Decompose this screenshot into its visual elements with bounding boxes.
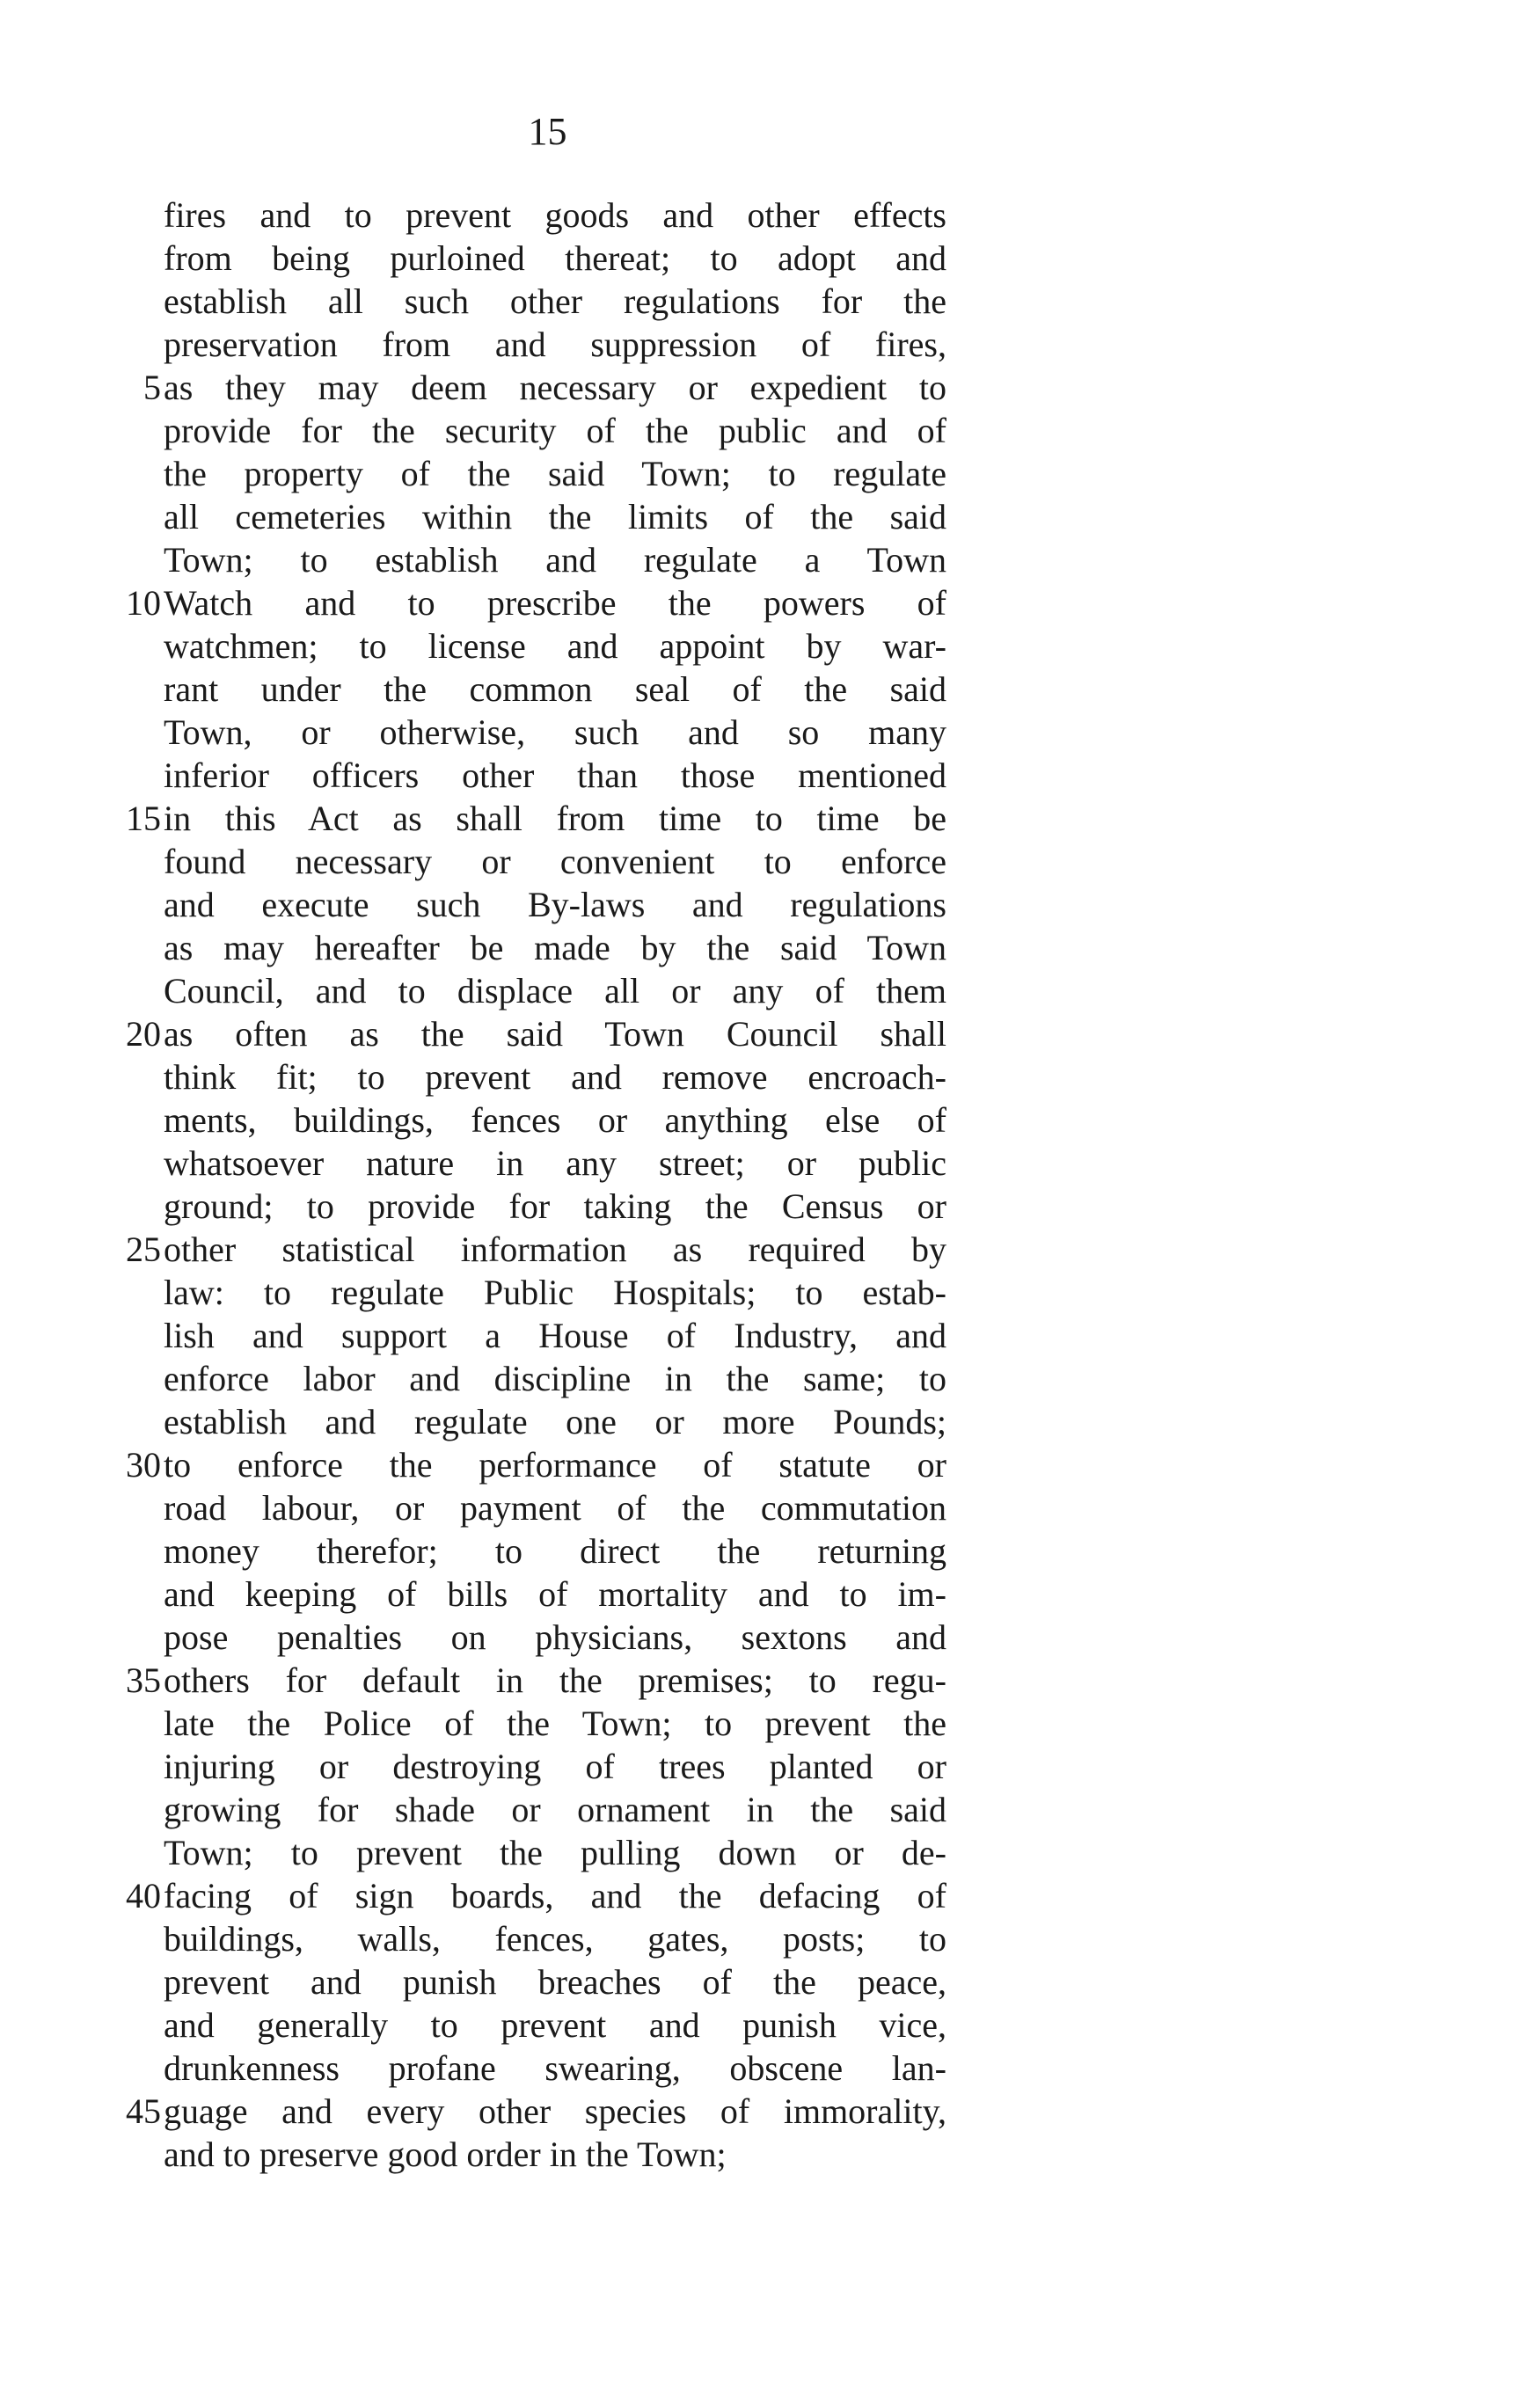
line-text: inferior officers other than those mentioned	[164, 755, 946, 795]
text-line	[0, 581, 1520, 624]
text-line	[0, 1314, 1520, 1357]
line-text: Watch and to prescribe the powers of	[164, 583, 946, 623]
line-text: as they may deem necessary or expedient to	[164, 368, 946, 407]
text-line	[0, 1228, 1520, 1271]
text-line	[0, 366, 1520, 409]
line-text: other statistical information as required by	[164, 1230, 946, 1269]
line-number: 10	[126, 583, 161, 623]
line-text: Council, and to displace all or any of them	[164, 971, 946, 1011]
line-number: 20	[126, 1014, 161, 1054]
text-line	[0, 323, 1520, 366]
line-text: all cemeteries within the limits of the said	[164, 497, 946, 536]
text-line	[0, 797, 1520, 840]
line-number: 40	[126, 1876, 161, 1915]
line-text: watchmen; to license and appoint by war-	[164, 626, 946, 666]
line-text: and to preserve good order in the Town;	[164, 2134, 727, 2174]
line-text: think fit; to prevent and remove encroach-	[164, 1057, 946, 1097]
line-text: Town; to prevent the pulling down or de-	[164, 1833, 946, 1872]
text-line	[0, 409, 1520, 452]
text-line	[0, 1055, 1520, 1098]
text-line	[0, 1271, 1520, 1314]
text-line	[0, 711, 1520, 754]
text-line	[0, 1486, 1520, 1529]
line-text: facing of sign boards, and the defacing of	[164, 1876, 946, 1915]
text-line	[0, 1745, 1520, 1788]
text-line	[0, 668, 1520, 711]
line-text: fires and to prevent goods and other effects	[164, 195, 946, 235]
line-number: 5	[143, 368, 161, 407]
line-text: drunkenness profane swearing, obscene lan-	[164, 2048, 946, 2088]
text-line	[0, 1185, 1520, 1228]
text-line	[0, 1917, 1520, 1960]
line-text: establish all such other regulations for the	[164, 281, 946, 321]
line-text: Town; to establish and regulate a Town	[164, 540, 946, 580]
text-line	[0, 926, 1520, 969]
line-text: preservation from and suppression of fires,	[164, 325, 946, 364]
text-line	[0, 1616, 1520, 1659]
line-number: 15	[126, 799, 161, 838]
line-number: 30	[126, 1445, 161, 1485]
line-text: to enforce the performance of statute or	[164, 1445, 946, 1485]
line-number: 45	[126, 2091, 161, 2131]
line-text: prevent and punish breaches of the peace,	[164, 1962, 946, 2002]
text-line	[0, 883, 1520, 926]
text-line	[0, 193, 1520, 237]
line-text: and keeping of bills of mortality and to im-	[164, 1574, 946, 1614]
text-line	[0, 1874, 1520, 1917]
text-line	[0, 1659, 1520, 1702]
text-line	[0, 1529, 1520, 1572]
text-line	[0, 1702, 1520, 1745]
line-text: and generally to prevent and punish vice,	[164, 2005, 946, 2045]
line-text: rant under the common seal of the said	[164, 669, 946, 709]
text-line	[0, 2090, 1520, 2133]
text-line	[0, 1357, 1520, 1400]
text-line	[0, 1443, 1520, 1486]
text-line	[0, 1142, 1520, 1185]
text-line	[0, 1572, 1520, 1616]
line-text: whatsoever nature in any street; or public	[164, 1143, 946, 1183]
line-text: establish and regulate one or more Pounds;	[164, 1402, 946, 1441]
text-line	[0, 280, 1520, 323]
text-line	[0, 452, 1520, 495]
text-line	[0, 2003, 1520, 2047]
line-text: Town, or otherwise, such and so many	[164, 712, 946, 752]
text-line	[0, 840, 1520, 883]
text-line	[0, 495, 1520, 538]
text-line	[0, 1400, 1520, 1443]
text-line	[0, 1098, 1520, 1142]
line-text: as often as the said Town Council shall	[164, 1014, 946, 1054]
text-line	[0, 969, 1520, 1012]
line-text: late the Police of the Town; to prevent the	[164, 1704, 946, 1743]
line-text: in this Act as shall from time to time be	[164, 799, 946, 838]
text-line	[0, 1831, 1520, 1874]
page-number: 15	[528, 110, 567, 153]
line-text: found necessary or convenient to enforce	[164, 842, 946, 881]
line-text: guage and every other species of immorality,	[164, 2091, 946, 2131]
line-number: 25	[126, 1230, 161, 1269]
line-text: ground; to provide for taking the Census or	[164, 1186, 946, 1226]
text-line	[0, 538, 1520, 581]
line-text: provide for the security of the public and of	[164, 411, 946, 450]
line-text: the property of the said Town; to regulate	[164, 454, 946, 493]
text-line	[0, 1788, 1520, 1831]
line-text: road labour, or payment of the commutation	[164, 1488, 946, 1528]
line-text: money therefor; to direct the returning	[164, 1531, 946, 1571]
line-text: law: to regulate Public Hospitals; to estab-	[164, 1273, 946, 1312]
line-text: ments, buildings, fences or anything else of	[164, 1100, 946, 1140]
line-text: injuring or destroying of trees planted or	[164, 1747, 946, 1786]
line-text: enforce labor and discipline in the same; to	[164, 1359, 946, 1398]
line-text: growing for shade or ornament in the said	[164, 1790, 946, 1829]
line-text: and execute such By-laws and regulations	[164, 885, 946, 924]
text-line	[0, 1012, 1520, 1055]
text-line	[0, 1960, 1520, 2003]
line-text: from being purloined thereat; to adopt and	[164, 238, 946, 278]
line-number: 35	[126, 1660, 161, 1700]
line-text: lish and support a House of Industry, and	[164, 1316, 946, 1355]
text-line	[0, 754, 1520, 797]
line-text: others for default in the premises; to regu-	[164, 1660, 946, 1700]
line-text: buildings, walls, fences, gates, posts; to	[164, 1919, 946, 1959]
text-line	[0, 2133, 1520, 2176]
line-text: pose penalties on physicians, sextons and	[164, 1617, 946, 1657]
text-line	[0, 2047, 1520, 2090]
line-text: as may hereafter be made by the said Town	[164, 928, 946, 967]
text-line	[0, 624, 1520, 668]
text-line	[0, 237, 1520, 280]
